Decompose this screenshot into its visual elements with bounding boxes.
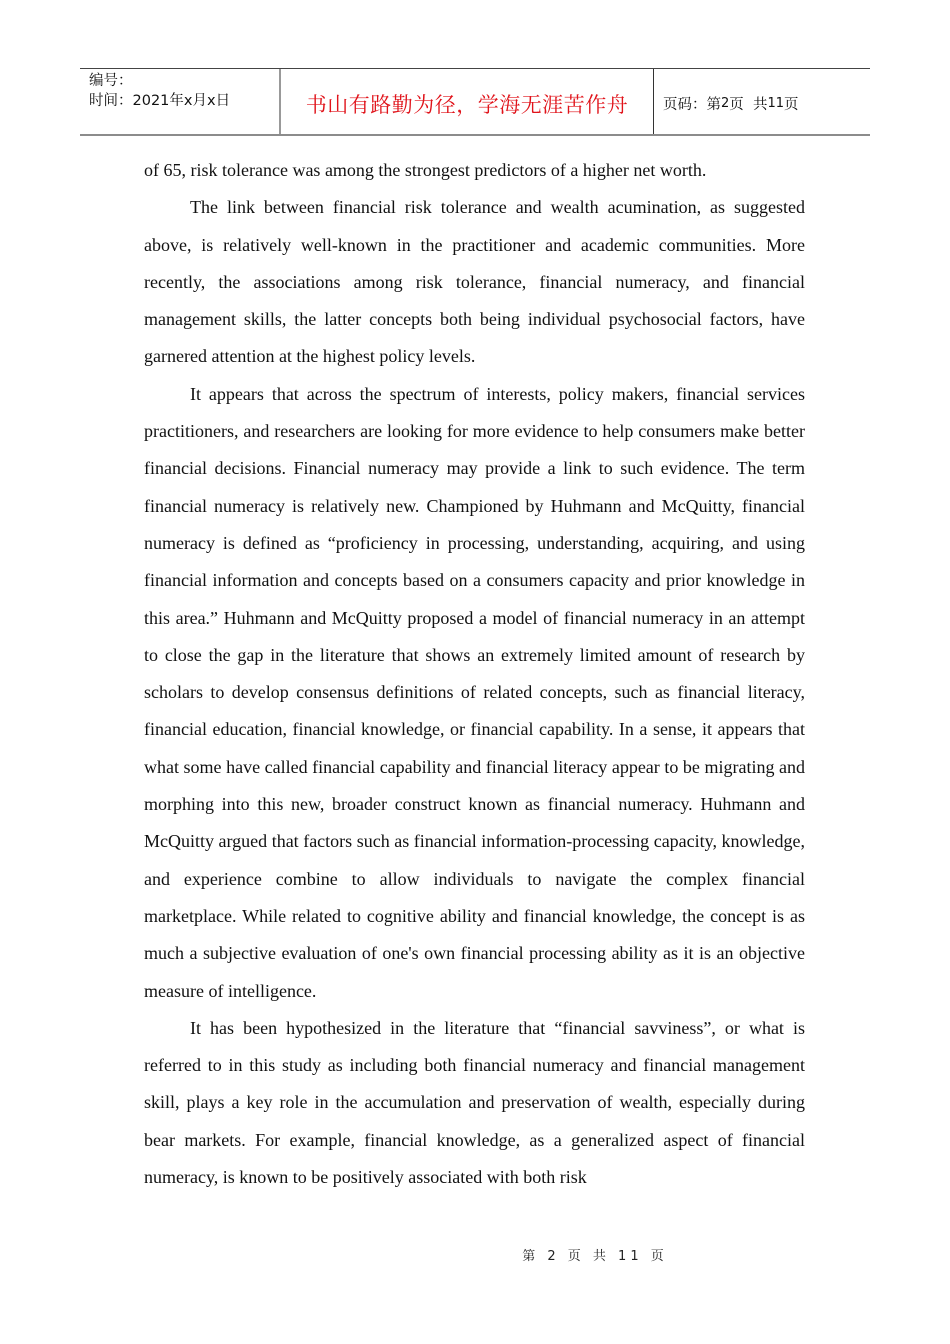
header-table [80,68,870,136]
serial-number-label: 编号： [89,73,133,89]
date-label: 时间：2021年x月x日 [89,93,231,109]
header-meta-cell [80,69,281,134]
page-info-prefix: 页码：第 [663,96,721,113]
page-info-suffix: 页 [784,96,799,113]
page-current: 2 [721,95,730,111]
document-body [144,152,805,1196]
paragraph: of 65, risk tolerance was among the strongest predictors of a higher net worth. [144,160,707,180]
header-motto-cell [281,69,654,134]
page-total: 11 [767,95,785,111]
page-info-middle: 页 共 [729,96,768,113]
paragraph: It has been hypothesized in the literature that “financial savviness”, or what is referred to in this study as including both financial numeracy and financial management skill, plays a key role in the accumulation and preservation of wealth, especially during bear markets. For example, financial knowledge, as a generalized aspect of financial numeracy, is known to be positively associated with both risk [144,1017,805,1188]
paragraph: The link between financial risk tolerance and wealth acumination, as suggested above, is relatively well-known in the practitioner and academic communities. More recently, the associations among risk tolerance, financial numeracy, and financial management skills, the latter concepts both being individual psychosocial factors, have garnered attention at the highest policy levels. [144,197,805,367]
motto-text: 书山有路勤为径，学海无涯苦作舟 [305,92,629,117]
page-footer: 第 2 页 共 11 页 [522,1249,668,1264]
paragraph: It appears that across the spectrum of interests, policy makers, financial services practitioners, and researchers are looking for more evidence to help consumers make better financial decisions. Financial numeracy may provide a link to such evidence. The term financial numeracy is relatively new. Championed by Huhmann and McQuitty, financial numeracy is defined as “proficiency in processing, understanding, acquiring, and using financial information and concepts based on a consumers capacity and prior knowledge in this area.” Huhmann and McQuitty proposed a model of financial numeracy in an attempt to close the gap in the literature that shows an extremely limited amount of research by scholars to develop consensus definitions of related concepts, such as financial literacy, financial education, financial knowledge, or financial capability. In a sense, it appears that what some have called financial capability and financial literacy appear to be migrating and morphing into this new, broader construct known as financial numeracy. Huhmann and McQuitty argued that factors such as financial information-processing capacity, knowledge, and experience combine to allow individuals to navigate the complex financial marketplace. While related to cognitive ability and financial knowledge, the concept is as much a subjective evaluation of one's own financial processing ability as it is an objective measure of intelligence. [144,383,805,1001]
header-page-cell [654,69,870,134]
